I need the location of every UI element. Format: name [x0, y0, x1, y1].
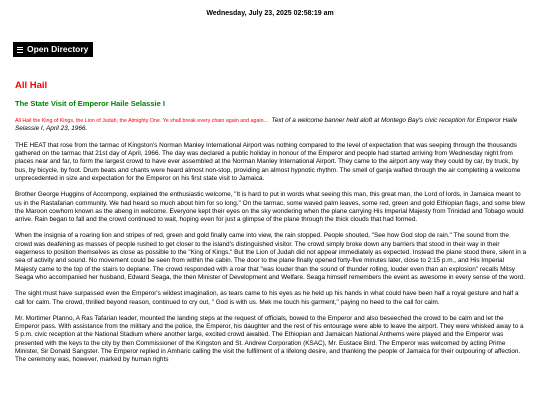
banner-text: All Hail the King of Kings, the Lion of Judah, the Almighty One. Ye shall break every chain again and again...	[15, 118, 268, 124]
article-paragraph: THE HEAT that rose from the tarmac of Kingston's Norman Manley International Airport was nothing compared to the level of expectation that was seeping through the thousands gathered on the tarmac that 21st day of April, 1966. The day was declared a public holiday in honour of the Emperor and people had started arriving from Wednesday night from places near and far, to form the largest crowd to have ever assembled at the Norman Manley International Airport. They came to the airport any way they could by car, by truck, by bus, by bicycle, by foot. Drum beats and chants were heard almost non-stop, providing an almost hypnotic rhythm. The smell of ganja wafted through the air completing a welcome unprecedented in size and expectation for the Emperor on his first state visit to Jamaica.	[15, 141, 521, 182]
article-paragraph: The sight must have surpassed even the Emperor's wildest imagination, as tears came to his eyes as he held up his hands in what could have been half a royal gesture and half a call for calm. The crowd, thrilled beyond reason, continued to cry out, " God is with us. Mek me touch his garment," paying no heed to the call for calm.	[15, 290, 519, 306]
timestamp: Wednesday, July 23, 2025 02:58:19 am	[206, 10, 334, 17]
caption-text: Text of a welcome banner held aloft at Montego Bay's civic reception for Emperor Haile Selassie I, April 23, 1966.	[15, 117, 518, 133]
article-paragraph: When the insignia of a roaring lion and stripes of red, green and gold finally came into view, the rain stopped. People shouted, "See how God stop de rain." The sound from the crowd was deafening as masses of people rushed to get closer to the island's distinguished visitor. The crowd simply broke down any barriers that stood in their way in their eagerness to position themselves as close as possible to the "King of Kings." But the Lion of Judah did not appear immediately as expected. Instead the plane stood there, silent in a sea of activity and sound. No movement could be seen from within the cabin. The door to the plane finally opened forty-five minutes later, close to 2:15 p.m., and His Imperial Majesty came to the top of the stairs to deplane. The crowd responded with a roar that "was louder than the sound of thunder rolling, louder even than an explosion" recalls Mitsy Seaga who accompanied her husband, Edward Seaga, the then Minister of Development and Welfare. Seaga himself remembers the event as awesome in every sense of the word.	[15, 232, 527, 281]
article-title: All Hail	[15, 80, 48, 91]
open-directory-button[interactable]	[13, 42, 93, 57]
banner-caption	[15, 117, 527, 134]
menu-icon	[17, 47, 23, 53]
open-directory-label: Open Directory	[27, 44, 89, 54]
article-subtitle: The State Visit of Emperor Haile Selassie I	[15, 99, 165, 108]
article-paragraph: Mr. Mortimer Planno, A Ras Tafarian leader, mounted the landing steps at the request of officials, bowed to the Emperor and also beseeched the crowd to be calm and let the Emperor pass. With assistance from the military and the police, the Emperor, his daughter and the rest of his entourage were able to leave the airport. They were whisked away to a 5 p.m. civic reception at the National Stadium where another large, excited crowd awaited. The Ethiopian and Jamaican National Anthems were played and the Emperor was presented with the keys to the city by then Commissioner of the Kingston and St. Andrew Corporation (KSAC), Mr. Eustace Bird. The Emperor was welcomed by acting Prime Minister, Sir Donald Sangster. The Emperor replied in Amharic calling the visit the fulfilment of a lifelong desire, and thanking the people of Jamaica for their outpouring of affection. The ceremony was, however, marked by human rights	[15, 314, 524, 364]
article-paragraph: Brother George Huggins of Accompong, explained the enthusiastic welcome, "It is hard to put in words what seeing this man, this great man, the Lord of lords, in Jamaica meant to us in the Rastafarian community. We had heard so much about him for so long." On the tarmac, some waved palm leaves, some red, green and gold Ethiopian flags, and some blew the Maroon cowhorn known as the abeng in welcome. Everyone kept their eyes on the sky wondering when the plane carrying His Imperial Majesty from Trinidad and Tobago would arrive. Rain began to fall and the crowd continued to wait, hoping even for just a glimpse of the plane through the thick clouds that had formed.	[15, 191, 526, 224]
article	[15, 80, 527, 365]
